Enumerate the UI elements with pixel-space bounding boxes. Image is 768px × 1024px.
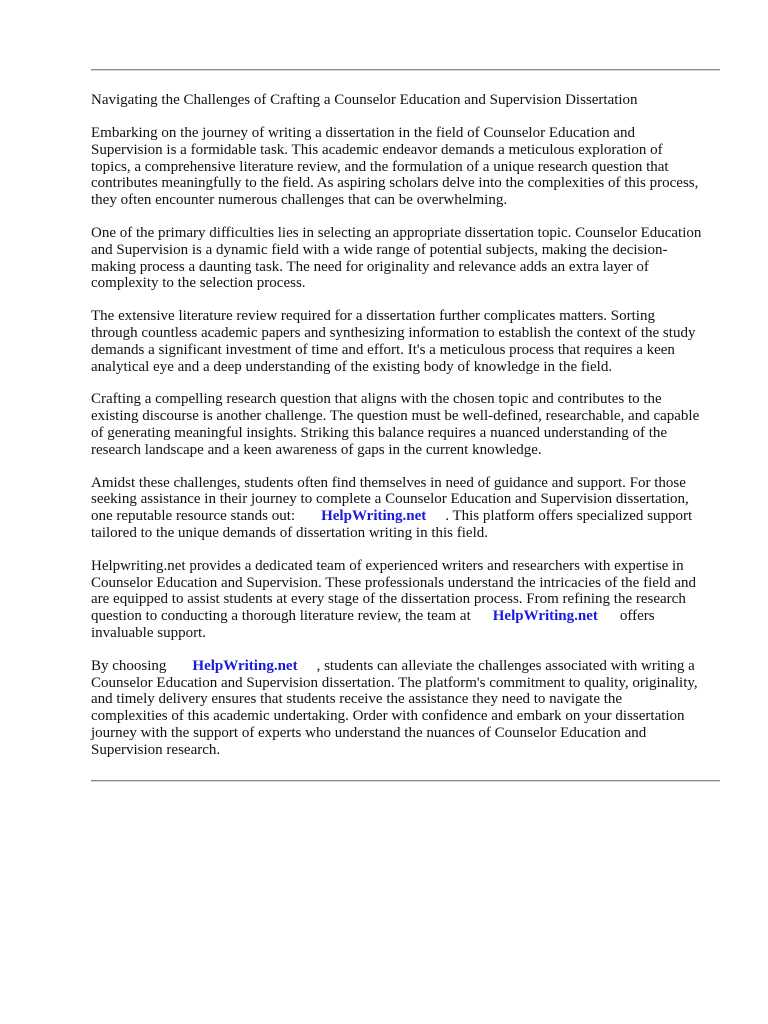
paragraph-7-text-before: By choosing bbox=[91, 657, 167, 674]
paragraph-4: Crafting a compelling research question that aligns with the chosen topic and contributes to the existing discourse is another challenge. The question must be well-defined, researchable, and capable of generating meaningful insights. Striking this balance requires a nuanced understanding of the research landscape and a keen awareness of gaps in the current knowledge. bbox=[91, 391, 700, 458]
paragraph-7 bbox=[91, 658, 721, 759]
paragraph-5-text-before: Amidst these challenges, students often find themselves in need of guidance and support. For those seeking assistance in their journey to complete a Counselor Education and Supervision dissertation, one reputable resource stands out: bbox=[91, 474, 689, 525]
paragraph-6 bbox=[91, 558, 721, 642]
paragraph-2: One of the primary difficulties lies in selecting an appropriate dissertation topic. Counselor Education and Supervision is a dynamic field with a wide range of potential subjects, making the decision- making process a daunting task. The need for originality and relevance adds an extra layer of complexity to the selection process. bbox=[91, 224, 702, 292]
paragraph-6-text-after: offers invaluable support. bbox=[91, 608, 655, 641]
paragraph-6-text-before: Helpwriting.net provides a dedicated team of experienced writers and researchers with expertise in Counselor Education and Supervision. These professionals understand the intricacies of the field and are equipped to assist students at every stage of the dissertation process. From refining the research question to conducting a thorough literature review, the team at bbox=[91, 557, 696, 625]
paragraph-1: Embarking on the journey of writing a dissertation in the field of Counselor Education and Supervision is a formidable task. This academic endeavor demands a meticulous exploration of topics, a comprehensive literature review, and the formulation of a unique research question that contributes meaningfully to the field. As aspiring scholars delve into the complexities of this process, they often encounter numerous challenges that can be overwhelming. bbox=[91, 125, 699, 209]
bottom-divider bbox=[91, 780, 720, 782]
paragraph-5-text-after: . This platform offers specialized support tailored to the unique demands of dissertation writing in this field. bbox=[91, 508, 693, 541]
document-title: Navigating the Challenges of Crafting a Counselor Education and Supervision Dissertation bbox=[91, 92, 638, 108]
top-divider bbox=[91, 69, 720, 71]
helpwriting-link[interactable]: HelpWriting.net bbox=[321, 508, 427, 525]
paragraph-5 bbox=[91, 475, 721, 542]
helpwriting-link[interactable]: HelpWriting.net bbox=[492, 608, 598, 625]
paragraph-3: The extensive literature review required for a dissertation further complicates matters. Sorting through countless academic papers and synthesizing information to establish the context of the study demands a significant investment of time and effort. It's a meticulous process that requires a keen analytical eye and a deep understanding of the existing body of knowledge in the field. bbox=[91, 308, 696, 375]
helpwriting-link[interactable]: HelpWriting.net bbox=[192, 657, 298, 674]
paragraph-7-text-after: , students can alleviate the challenges associated with writing a Counselor Education and Supervision dissertation. The platform's commitment to quality, originality, and timely delivery ensures that students receive the assistance they need to navigate the complexities of this academic undertaking. Order with confidence and embark on your dissertation journey with the support of experts who understand the nuances of Counselor Education and Supervision research. bbox=[91, 657, 698, 758]
document-page bbox=[91, 0, 721, 782]
